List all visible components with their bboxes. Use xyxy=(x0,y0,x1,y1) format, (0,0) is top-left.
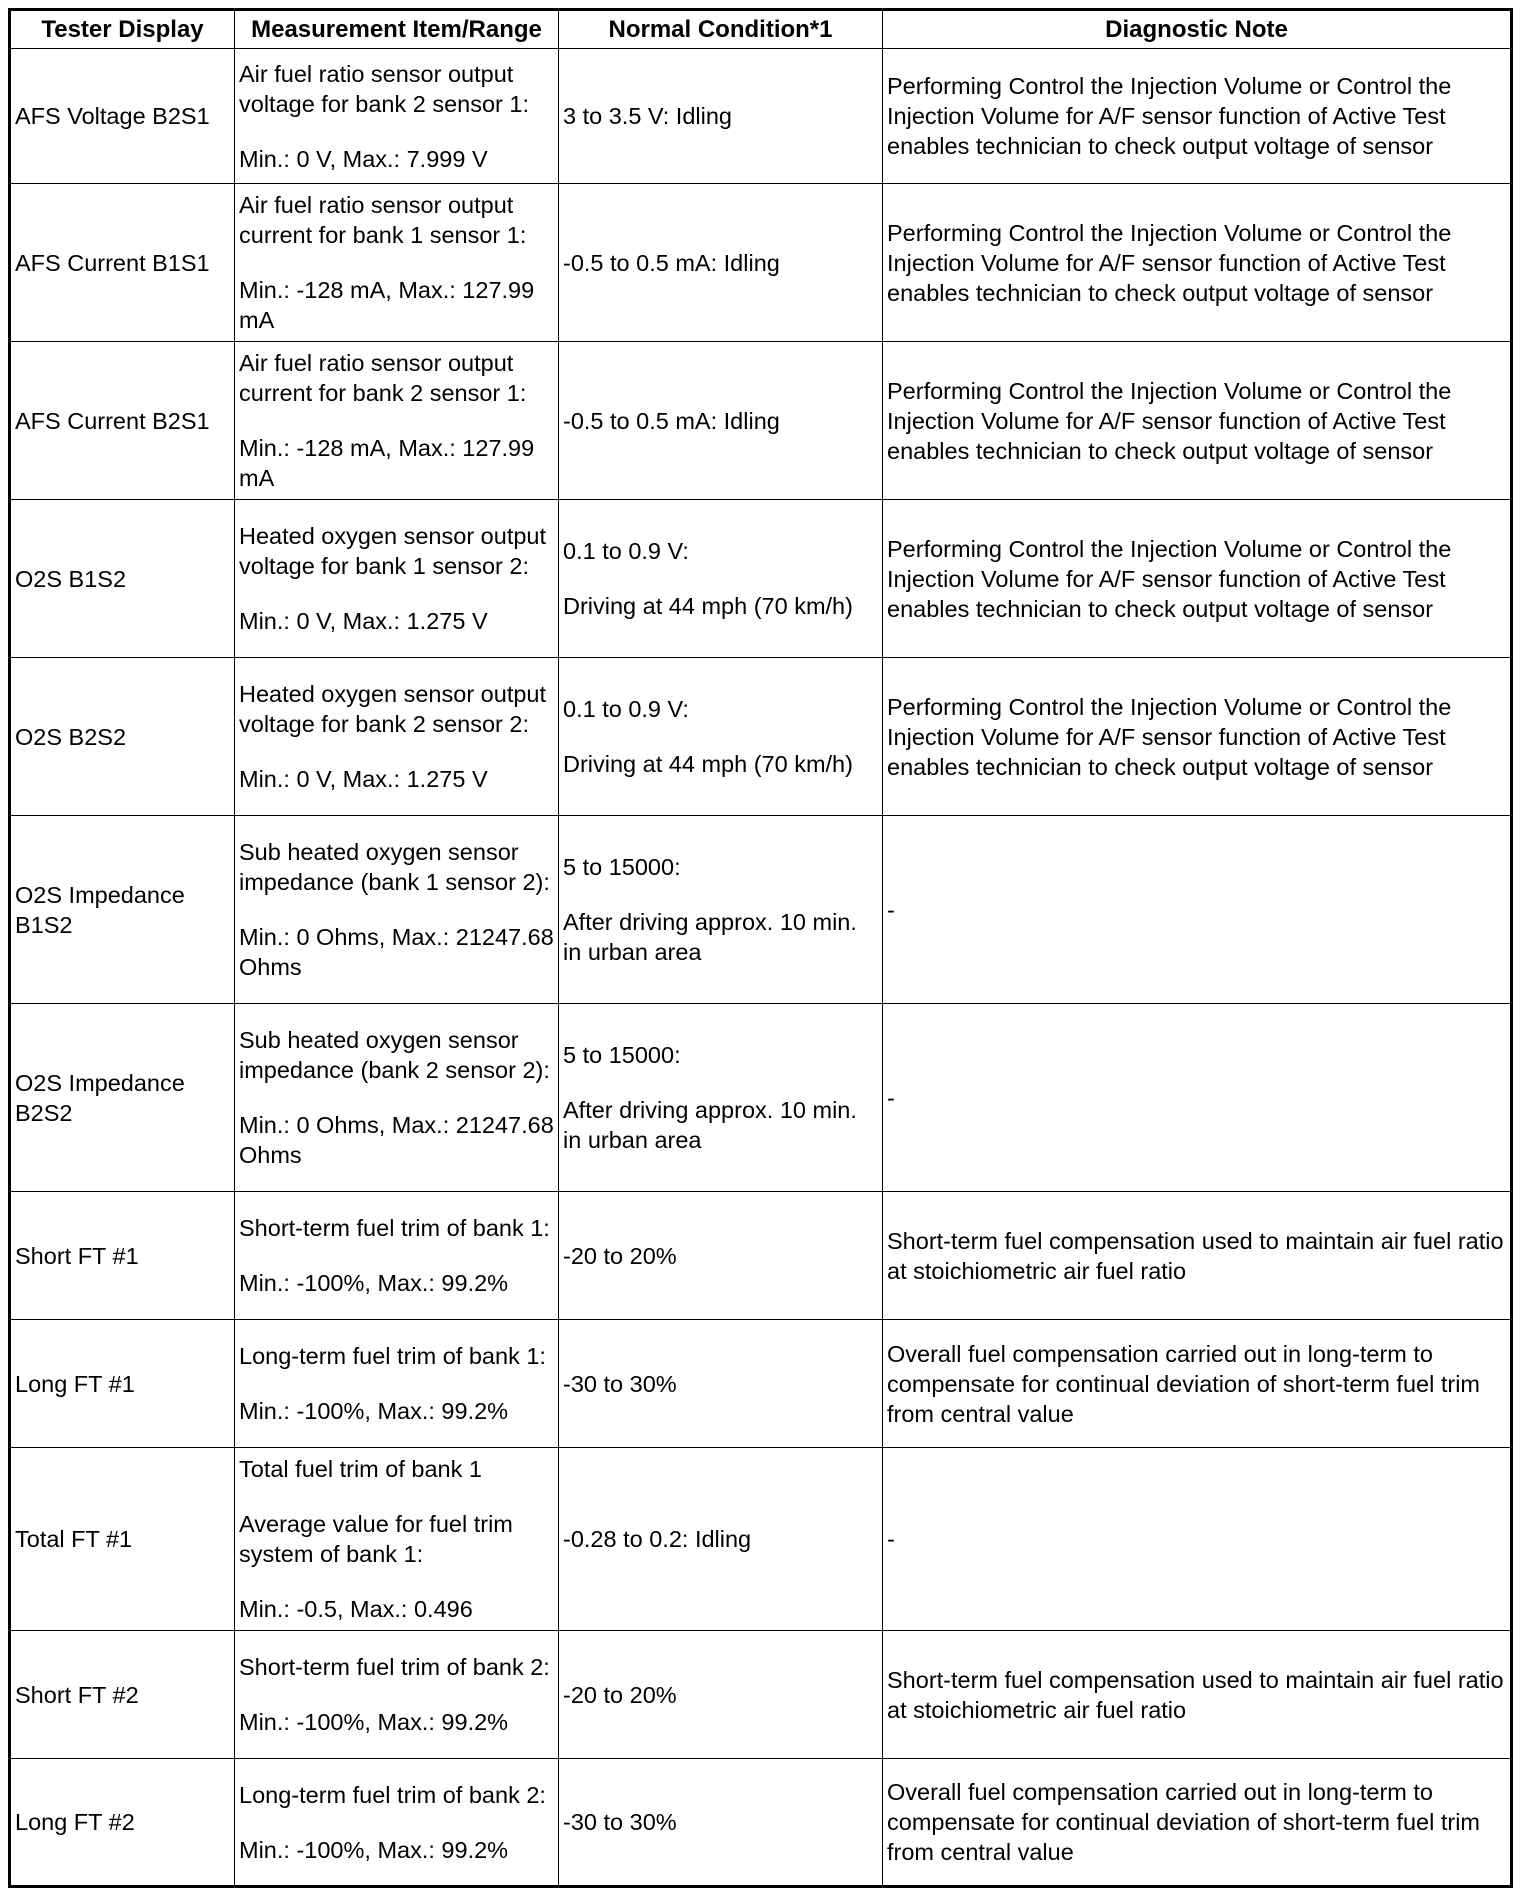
measurement-item-cell xyxy=(235,658,559,816)
normal-condition-text: After driving approx. 10 min. in urban area xyxy=(563,909,857,965)
diagnostic-note-cell xyxy=(883,500,1512,658)
measurement-item-text: Long-term fuel trim of bank 1: xyxy=(239,1343,546,1369)
normal-condition-cell xyxy=(559,1004,883,1192)
tester-display-text: AFS Current B2S1 xyxy=(15,407,210,434)
tester-display-text: Short FT #2 xyxy=(15,1681,139,1708)
tester-display-cell xyxy=(10,1004,235,1192)
header-row xyxy=(10,10,1512,49)
header-tester-display: Tester Display xyxy=(10,10,235,49)
diagnostic-note-text: Short-term fuel compensation used to maintain air fuel ratio at stoichiometric air fuel ratio xyxy=(887,1227,1504,1284)
diagnostic-note-cell xyxy=(883,658,1512,816)
normal-condition-cell xyxy=(559,500,883,658)
table-row xyxy=(10,1448,1512,1631)
measurement-item-text: Heated oxygen sensor output voltage for bank 1 sensor 2: xyxy=(239,523,547,579)
diagnostic-note-cell xyxy=(883,1192,1512,1320)
measurement-item-cell xyxy=(235,1004,559,1192)
table-row xyxy=(10,184,1512,342)
tester-display-cell xyxy=(10,1320,235,1448)
measurement-item-cell xyxy=(235,816,559,1004)
header-diagnostic-note: Diagnostic Note xyxy=(883,10,1512,49)
diagnostic-note-text: Performing Control the Injection Volume or Control the Injection Volume for A/F sensor function of Active Test enables technician to check output voltage of sensor xyxy=(887,73,1452,159)
tester-display-cell xyxy=(10,184,235,342)
table-row xyxy=(10,1631,1512,1759)
diagnostic-note-cell xyxy=(883,1320,1512,1448)
measurement-item-text: Air fuel ratio sensor output voltage for bank 2 sensor 1: xyxy=(239,60,530,117)
data-list-sheet xyxy=(8,8,1513,1888)
tester-display-cell xyxy=(10,1448,235,1631)
normal-condition-cell xyxy=(559,342,883,500)
diagnostic-note-text: - xyxy=(887,896,895,923)
measurement-item-text: Min.: 0 V, Max.: 7.999 V xyxy=(239,145,488,172)
measurement-item-text: Sub heated oxygen sensor impedance (bank 2 sensor 2): xyxy=(239,1027,550,1083)
diagnostic-note-text: Overall fuel compensation carried out in long-term to compensate for continual deviation of short-term fuel trim from central value xyxy=(887,1779,1480,1865)
measurement-item-text: Short-term fuel trim of bank 2: xyxy=(239,1654,550,1680)
measurement-item-text: Average value for fuel trim system of bank 1: xyxy=(239,1511,513,1567)
measurement-item-text: Min.: 0 V, Max.: 1.275 V xyxy=(239,766,488,792)
normal-condition-text: -30 to 30% xyxy=(563,1809,677,1835)
tester-display-cell xyxy=(10,658,235,816)
diagnostic-note-text: Performing Control the Injection Volume or Control the Injection Volume for A/F sensor function of Active Test enables technician to check output voltage of sensor xyxy=(887,377,1452,464)
tester-display-cell xyxy=(10,816,235,1004)
measurement-item-text: Min.: -100%, Max.: 99.2% xyxy=(239,1709,509,1735)
diagnostic-note-cell xyxy=(883,342,1512,500)
tester-display-text: O2S Impedance B2S2 xyxy=(15,1069,185,1126)
normal-condition-text: -0.28 to 0.2: Idling xyxy=(563,1526,752,1552)
table-row xyxy=(10,49,1512,184)
table-row xyxy=(10,658,1512,816)
normal-condition-cell xyxy=(559,184,883,342)
diagnostic-note-cell xyxy=(883,1004,1512,1192)
tester-display-text: O2S B2S2 xyxy=(15,723,127,750)
tester-display-cell xyxy=(10,49,235,184)
measurement-item-text: Min.: -128 mA, Max.: 127.99 mA xyxy=(239,435,535,491)
diagnostic-note-text: Performing Control the Injection Volume or Control the Injection Volume for A/F sensor function of Active Test enables technician to check output voltage of sensor xyxy=(887,535,1452,622)
tester-display-text: O2S B1S2 xyxy=(15,565,127,592)
measurement-item-text: Air fuel ratio sensor output current for bank 1 sensor 1: xyxy=(239,192,527,248)
measurement-item-text: Heated oxygen sensor output voltage for bank 2 sensor 2: xyxy=(239,681,547,737)
tester-display-text: O2S Impedance B1S2 xyxy=(15,881,185,938)
diagnostic-note-text: Short-term fuel compensation used to maintain air fuel ratio at stoichiometric air fuel ratio xyxy=(887,1666,1504,1723)
tester-display-cell xyxy=(10,342,235,500)
tester-display-text: Total FT #1 xyxy=(15,1526,133,1552)
measurement-item-text: Min.: -128 mA, Max.: 127.99 mA xyxy=(239,277,535,333)
tester-display-text: Long FT #2 xyxy=(15,1809,135,1835)
normal-condition-text: 0.1 to 0.9 V: xyxy=(563,538,689,564)
diagnostic-note-text: - xyxy=(887,1084,895,1111)
tester-display-text: Short FT #1 xyxy=(15,1242,139,1269)
measurement-item-text: Min.: 0 Ohms, Max.: 21247.68 Ohms xyxy=(239,1112,554,1168)
normal-condition-cell xyxy=(559,1759,883,1887)
header-measurement-item: Measurement Item/Range xyxy=(235,10,559,49)
normal-condition-cell xyxy=(559,1320,883,1448)
diagnostic-note-cell xyxy=(883,49,1512,184)
diagnostic-note-text: - xyxy=(887,1526,895,1552)
normal-condition-text: -30 to 30% xyxy=(563,1370,677,1397)
measurement-item-cell xyxy=(235,184,559,342)
measurement-item-text: Min.: -100%, Max.: 99.2% xyxy=(239,1270,509,1296)
measurement-item-text: Min.: -100%, Max.: 99.2% xyxy=(239,1836,509,1863)
normal-condition-cell xyxy=(559,816,883,1004)
diagnostic-note-text: Performing Control the Injection Volume or Control the Injection Volume for A/F sensor function of Active Test enables technician to check output voltage of sensor xyxy=(887,219,1452,306)
measurement-item-cell xyxy=(235,49,559,184)
diagnostic-note-cell xyxy=(883,816,1512,1004)
diagnostic-note-cell xyxy=(883,1759,1512,1887)
measurement-item-text: Total fuel trim of bank 1 xyxy=(239,1456,482,1482)
normal-condition-cell xyxy=(559,1631,883,1759)
table-row xyxy=(10,1192,1512,1320)
normal-condition-text: -20 to 20% xyxy=(563,1681,677,1708)
measurement-item-cell xyxy=(235,342,559,500)
table-row xyxy=(10,500,1512,658)
diagnostic-note-text: Performing Control the Injection Volume or Control the Injection Volume for A/F sensor function of Active Test enables technician to check output voltage of sensor xyxy=(887,693,1452,780)
normal-condition-text: 5 to 15000: xyxy=(563,1042,681,1068)
normal-condition-cell xyxy=(559,1448,883,1631)
normal-condition-text: -0.5 to 0.5 mA: Idling xyxy=(563,407,780,434)
measurement-item-text: Short-term fuel trim of bank 1: xyxy=(239,1215,550,1241)
measurement-item-cell xyxy=(235,1192,559,1320)
tester-display-text: AFS Current B1S1 xyxy=(15,249,210,276)
normal-condition-text: -0.5 to 0.5 mA: Idling xyxy=(563,249,780,276)
tester-display-text: AFS Voltage B2S1 xyxy=(15,103,210,129)
normal-condition-text: -20 to 20% xyxy=(563,1242,677,1269)
measurement-item-text: Air fuel ratio sensor output current for bank 2 sensor 1: xyxy=(239,350,527,406)
normal-condition-cell xyxy=(559,658,883,816)
measurement-item-text: Min.: 0 V, Max.: 1.275 V xyxy=(239,608,488,634)
measurement-item-text: Sub heated oxygen sensor impedance (bank 1 sensor 2): xyxy=(239,839,550,895)
table-row xyxy=(10,1320,1512,1448)
normal-condition-text: After driving approx. 10 min. in urban area xyxy=(563,1097,857,1153)
measurement-item-text: Long-term fuel trim of bank 2: xyxy=(239,1781,546,1808)
measurement-item-cell xyxy=(235,1759,559,1887)
normal-condition-text: 3 to 3.5 V: Idling xyxy=(563,103,732,129)
tester-display-cell xyxy=(10,1631,235,1759)
diagnostic-note-cell xyxy=(883,1448,1512,1631)
diagnostic-note-cell xyxy=(883,184,1512,342)
tester-display-cell xyxy=(10,1192,235,1320)
tester-display-cell xyxy=(10,500,235,658)
table-row xyxy=(10,342,1512,500)
normal-condition-cell xyxy=(559,1192,883,1320)
measurement-item-cell xyxy=(235,500,559,658)
tester-display-cell xyxy=(10,1759,235,1887)
diagnostic-note-cell xyxy=(883,1631,1512,1759)
tester-data-table xyxy=(8,8,1513,1888)
measurement-item-text: Min.: -100%, Max.: 99.2% xyxy=(239,1398,509,1424)
normal-condition-text: 5 to 15000: xyxy=(563,854,681,880)
measurement-item-cell xyxy=(235,1320,559,1448)
normal-condition-text: 0.1 to 0.9 V: xyxy=(563,696,689,722)
diagnostic-note-text: Overall fuel compensation carried out in long-term to compensate for continual deviation of short-term fuel trim from central value xyxy=(887,1340,1480,1427)
header-normal-condition: Normal Condition*1 xyxy=(559,10,883,49)
tester-display-text: Long FT #1 xyxy=(15,1370,135,1397)
measurement-item-cell xyxy=(235,1448,559,1631)
normal-condition-text: Driving at 44 mph (70 km/h) xyxy=(563,593,853,619)
measurement-item-text: Min.: 0 Ohms, Max.: 21247.68 Ohms xyxy=(239,924,554,980)
normal-condition-text: Driving at 44 mph (70 km/h) xyxy=(563,751,853,777)
table-row xyxy=(10,1759,1512,1887)
table-row xyxy=(10,1004,1512,1192)
normal-condition-cell xyxy=(559,49,883,184)
table-row xyxy=(10,816,1512,1004)
measurement-item-cell xyxy=(235,1631,559,1759)
measurement-item-text: Min.: -0.5, Max.: 0.496 xyxy=(239,1596,473,1622)
